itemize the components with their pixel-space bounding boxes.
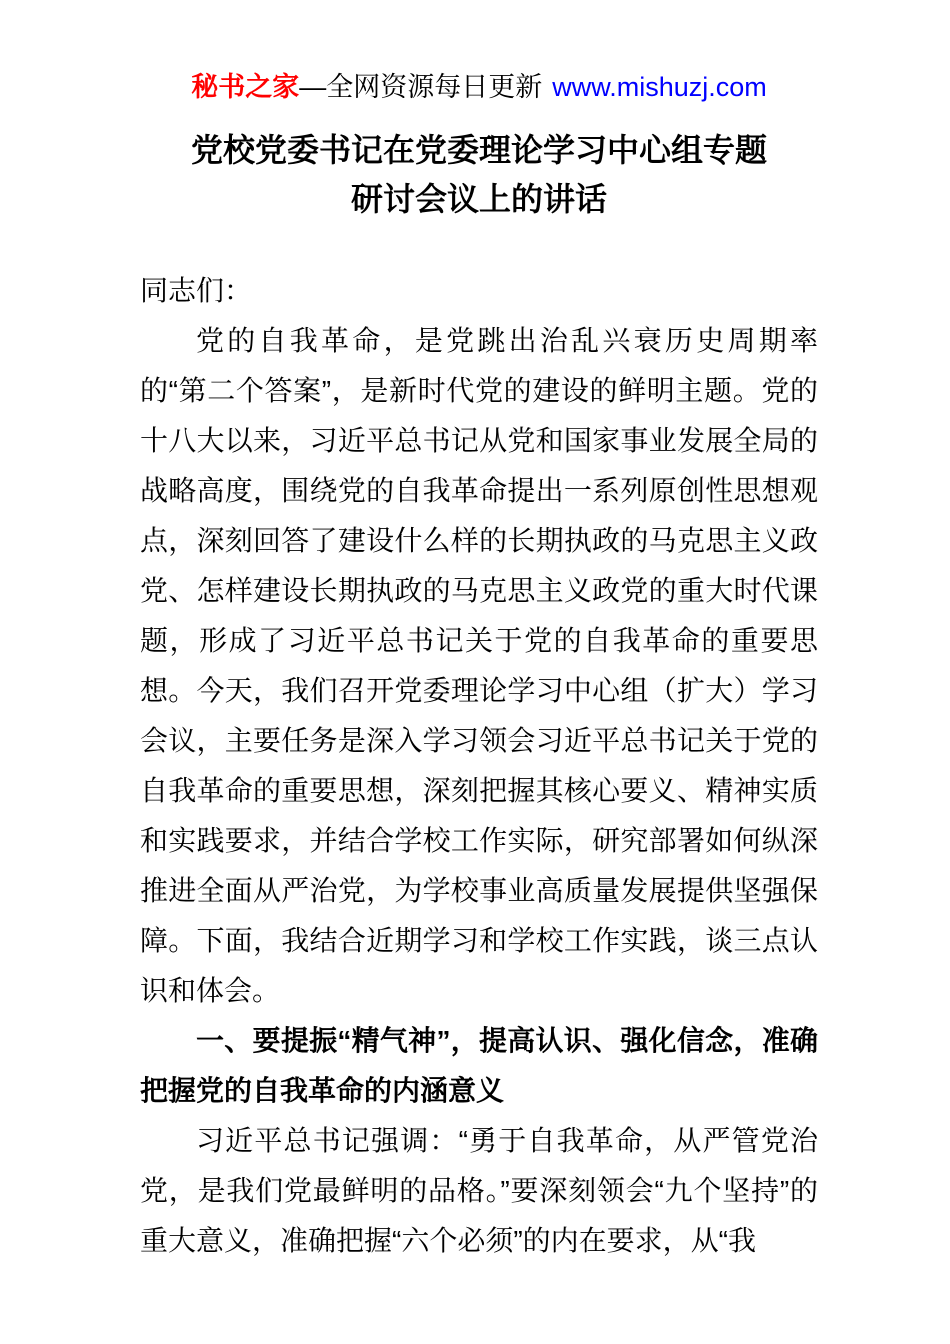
em-dash: — <box>299 72 327 102</box>
paragraph-intro: 党的自我革命，是党跳出治乱兴衰历史周期率的“第二个答案”，是新时代党的建设的鲜明主题。党的十八大以来，习近平总书记从党和国家事业发展全局的战略高度，围绕党的自我革命提出一系列原创性思想观点，深刻回答了建设什么样的长期执政的马克思主义政党、怎样建设长期执政的马克思主义政党的重大时代课题，形成了习近平总书记关于党的自我革命的重要思想。今天，我们召开党委理论学习中心组（扩大）学习会议，主要任务是深入学习领会习近平总书记关于党的自我革命的重要思想，深刻把握其核心要义、精神实质和实践要求，并结合学校工作实际，研究部署如何纵深推进全面从严治党，为学校事业高质量发展提供坚强保障。下面，我结合近期学习和学校工作实践，谈三点认识和体会。 <box>140 325 818 1006</box>
section-heading-1: 一、要提振“精气神”，提高认识、强化信念，准确把握党的自我革命的内涵意义 <box>140 1025 818 1106</box>
salutation: 同志们： <box>140 275 253 306</box>
document-title <box>140 126 818 224</box>
page-content <box>140 0 818 1266</box>
title-line-2: 研讨会议上的讲话 <box>350 181 607 217</box>
site-url-link[interactable]: www.mishuzj.com <box>552 72 767 102</box>
site-brand: 秘书之家 <box>191 72 300 102</box>
paragraph-section-1: 习近平总书记强调：“勇于自我革命，从严管党治党，是我们党最鲜明的品格。”要深刻领会“九个坚持”的重大意义，准确把握“六个必须”的内在要求，从“我 <box>140 1125 818 1256</box>
site-banner <box>140 0 818 104</box>
document-body <box>140 266 818 1266</box>
banner-tagline: 全网资源每日更新 <box>326 72 543 102</box>
title-line-1: 党校党委书记在党委理论学习中心组专题 <box>190 132 767 168</box>
